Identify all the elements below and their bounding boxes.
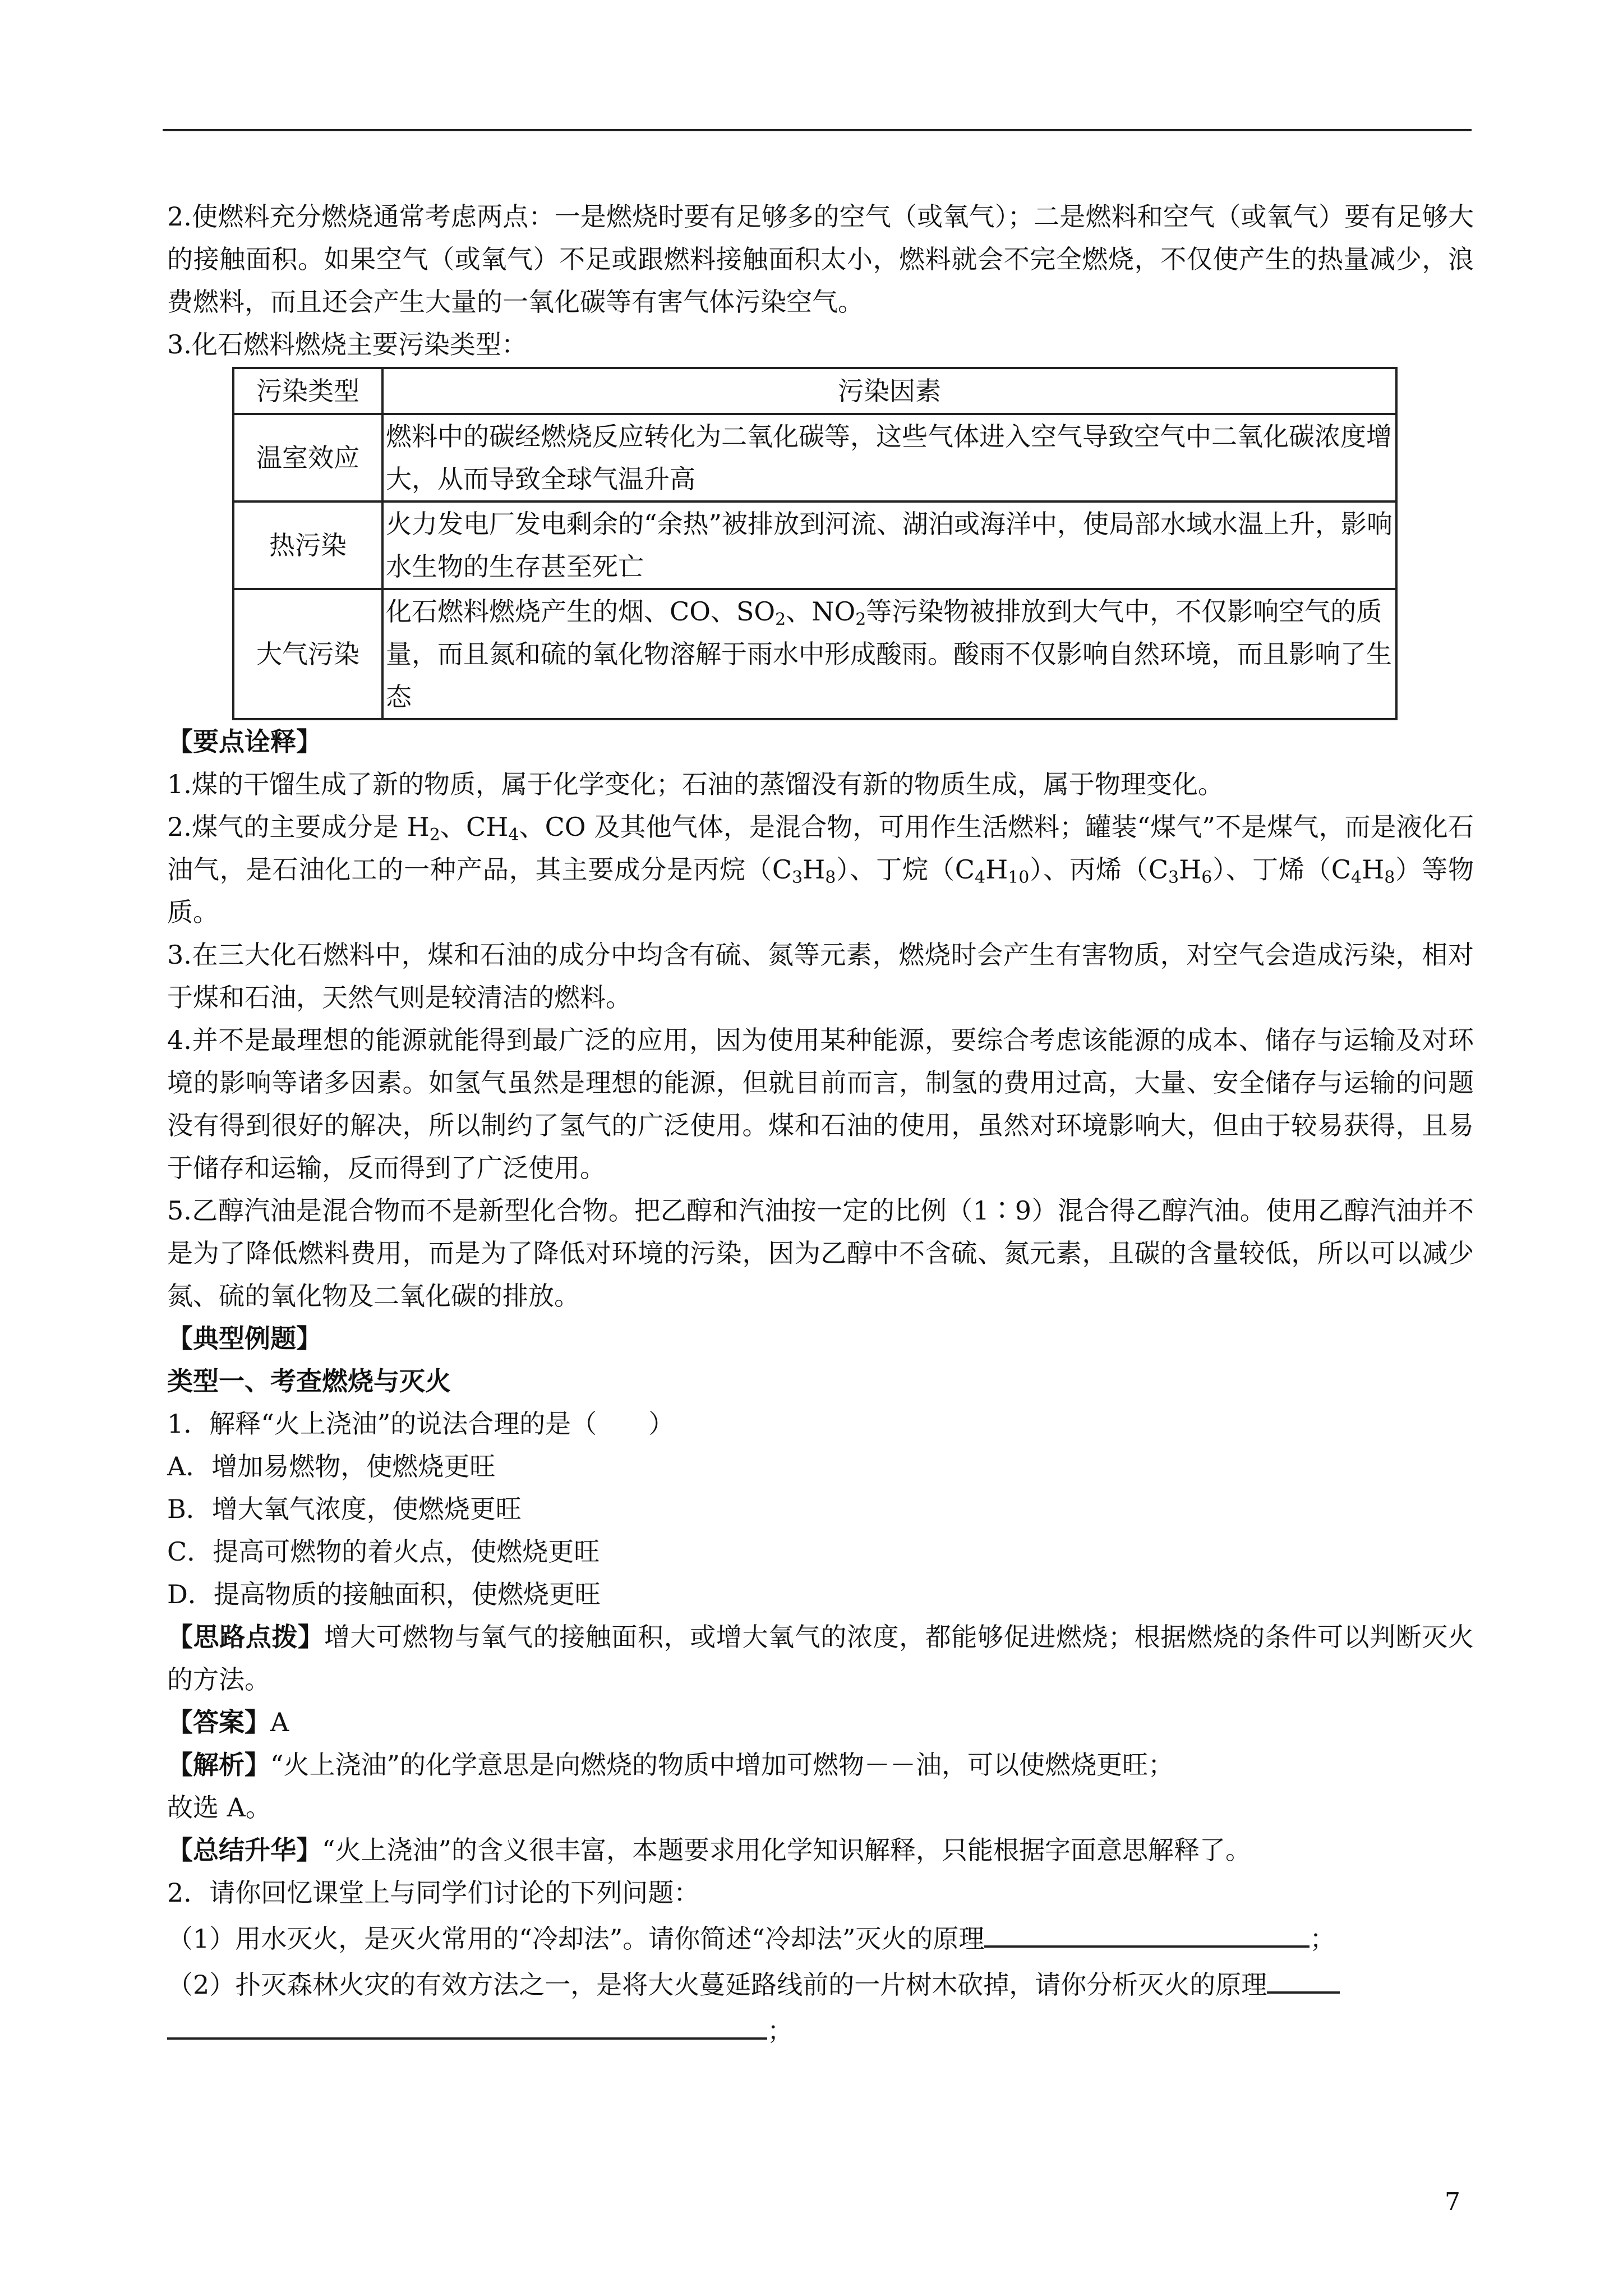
pollution-type-cell: 大气污染 — [233, 589, 382, 719]
key-point-5: 5.乙醇汽油是混合物而不是新型化合物。把乙醇和汽油按一定的比例（1∶9）混合得乙醇汽油。使用乙醇汽油并不是为了降低燃料费用，而是为了降低对环境的污染，因为乙醇中不含硫、氮元素，且碳的含量较低，所以可以减少氮、硫的氧化物及二氧化碳的排放。 — [167, 1195, 1474, 1311]
answer-blank[interactable] — [984, 1914, 1310, 1948]
question-1-option-c: C．提高可燃物的着火点，使燃烧更旺 — [167, 1536, 600, 1567]
header-rule — [163, 129, 1472, 131]
pollution-factor-cell: 火力发电厂发电剩余的“余热”被排放到河流、湖泊或海洋中，使局部水域水温上升，影响水生物的生存甚至死亡 — [382, 501, 1396, 589]
question-2-sub-2: （2）扑灭森林火灾的有效方法之一，是将大火蔓延路线前的一片树木砍掉，请你分析灭火的原理 — [167, 1960, 1474, 2006]
question-1-stem: 1．解释“火上浇油”的说法合理的是（ ） — [167, 1409, 675, 1439]
key-point-3: 3.在三大化石燃料中，煤和石油的成分中均含有硫、氮等元素，燃烧时会产生有害物质，对空气会造成污染，相对于煤和石油，天然气则是较清洁的燃料。 — [167, 940, 1474, 1013]
table-header-factor: 污染因素 — [382, 368, 1396, 414]
question-1-option-d: D．提高物质的接触面积，使燃烧更旺 — [167, 1579, 601, 1609]
examples-heading: 【典型例题】 — [167, 1323, 322, 1354]
key-point-1: 1.煤的干馏生成了新的物质，属于化学变化；石油的蒸馏没有新的物质生成，属于物理变化。 — [167, 769, 1224, 799]
key-point-4: 4.并不是最理想的能源就能得到最广泛的应用，因为使用某种能源，要综合考虑该能源的成本、储存与运输及对环境的影响等诸多因素。如氢气虽然是理想的能源，但就目前而言，制氢的费用过高，大量、安全储存与运输的问题没有得到很好的解决，所以制约了氢气的广泛使用。煤和石油的使用，虽然对环境影响大，但由于较易获得，且易于储存和运输，反而得到了广泛使用。 — [167, 1025, 1474, 1183]
answer-blank[interactable] — [1267, 1960, 1340, 1994]
pollution-type-cell: 热污染 — [233, 501, 382, 589]
page-content — [167, 195, 1474, 2052]
paragraph-pollution-types: 3.化石燃料燃烧主要污染类型： — [167, 329, 527, 360]
table-row — [233, 501, 1396, 589]
table-header-row — [233, 368, 1396, 414]
question-2-stem: 2．请你回忆课堂上与同学们讨论的下列问题： — [167, 1878, 700, 1908]
question-1-answer: 【答案】A — [167, 1707, 289, 1737]
key-point-2: 2.煤气的主要成分是 $H_2$、$CH_4$、CO 及其他气体，是混合物，可用作生活燃料；罐装“煤气”不是煤气，而是液化石油气，是石油化工的一种产品，其主要成分是丙烷$(C_3H_8)$、丁烷$(C_4H_{10})$、丙烯$(C_3H_6)$、丁烯$(C_4H_8)$等物质。 — [167, 812, 1474, 927]
pollution-table-wrapper — [232, 367, 1398, 720]
pollution-factor-cell: 燃料中的碳经燃烧反应转化为二氧化碳等，这些气体进入空气导致空气中二氧化碳浓度增大，从而导致全球气温升高 — [382, 414, 1396, 501]
paragraph-complete-combustion: 2.使燃料充分燃烧通常考虑两点：一是燃烧时要有足够多的空气（或氧气）；二是燃料和空气（或氧气）要有足够大的接触面积。如果空气（或氧气）不足或跟燃料接触面积太小，燃料就会不完全燃烧，不仅使产生的热量减少，浪费燃料，而且还会产生大量的一氧化碳等有害气体污染空气。 — [167, 201, 1474, 317]
question-1-option-a: A．增加易燃物，使燃烧更旺 — [167, 1451, 496, 1481]
page-number: 7 — [1445, 2188, 1460, 2216]
question-1-analysis-conclusion: 故选 A。 — [167, 1792, 271, 1823]
table-header-type: 污染类型 — [233, 368, 382, 414]
question-1-option-b: B．增大氧气浓度，使燃烧更旺 — [167, 1494, 522, 1524]
question-2-sub-1: （1）用水灭火，是灭火常用的“冷却法”。请你简述“冷却法”灭火的原理 ； — [167, 1914, 1474, 1960]
question-2-sub-2-continuation: ； — [167, 2006, 1474, 2052]
key-points-heading: 【要点诠释】 — [167, 726, 322, 757]
example-type-1: 类型一、考查燃烧与灭火 — [167, 1366, 451, 1396]
question-1-analysis: 【解析】“火上浇油”的化学意思是向燃烧的物质中增加可燃物－－油，可以使燃烧更旺； — [167, 1750, 1174, 1780]
pollution-factor-cell: 化石燃料燃烧产生的烟、CO、$SO_2$、$NO_2$等污染物被排放到大气中，不仅影响空气的质量，而且氮和硫的氧化物溶解于雨水中形成酸雨。酸雨不仅影响自然环境，而且影响了生态 — [382, 589, 1396, 719]
question-1-hint: 【思路点拨】增大可燃物与氧气的接触面积，或增大氧气的浓度，都能够促进燃烧；根据燃烧的条件可以判断灭火的方法。 — [167, 1622, 1474, 1695]
answer-blank[interactable] — [167, 2006, 767, 2040]
pollution-type-cell: 温室效应 — [233, 414, 382, 501]
question-1-summary: 【总结升华】“火上浇油”的含义很丰富，本题要求用化学知识解释，只能根据字面意思解释了。 — [167, 1835, 1252, 1865]
pollution-table — [232, 367, 1398, 720]
table-row — [233, 589, 1396, 719]
table-row — [233, 414, 1396, 501]
